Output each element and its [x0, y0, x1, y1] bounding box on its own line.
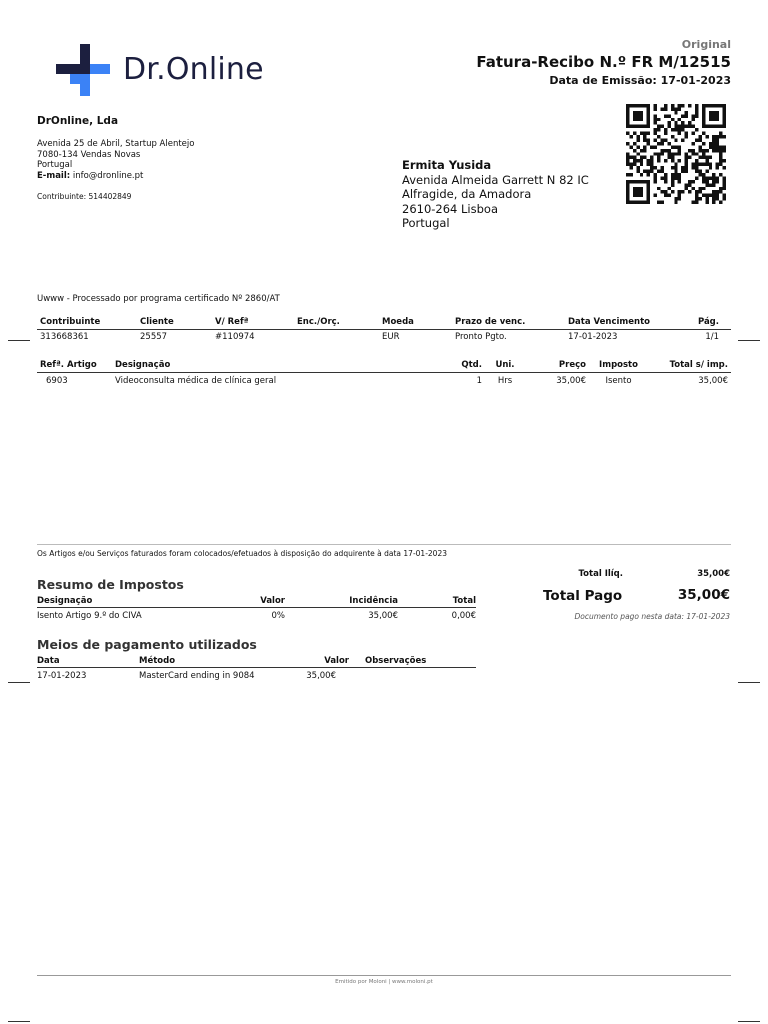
tax-header: Incidência: [285, 595, 398, 608]
footer-text: Emitido por Moloni | www.moloni.pt: [335, 979, 433, 985]
meta-cell: 313668361: [40, 332, 89, 342]
company-country: Portugal: [37, 160, 73, 170]
item-cell: Isento: [605, 376, 632, 386]
meta-header: V/ Refª: [215, 314, 297, 330]
table-header-row: [37, 595, 476, 608]
payment-methods-table: [37, 655, 476, 684]
company-address-line: Avenida 25 de Abril, Startup Alentejo: [37, 139, 195, 149]
tax-cell: 35,00€: [368, 611, 398, 621]
customer-name: Ermita Yusida: [402, 158, 492, 172]
item-cell: 35,00€: [556, 376, 586, 386]
payment-methods-title: Meios de pagamento utilizados: [37, 637, 257, 652]
document-meta-table: [37, 314, 731, 344]
total-paid-value: 35,00€: [677, 587, 730, 603]
table-row: [37, 668, 476, 685]
tax-cell: Isento Artigo 9.º do CIVA: [37, 611, 142, 621]
payment-header: Data: [37, 655, 139, 668]
meta-header: Prazo de venc.: [455, 314, 568, 330]
table-header-row: [37, 357, 731, 373]
items-table: [37, 357, 731, 389]
tax-summary-title: Resumo de Impostos: [37, 577, 184, 592]
tax-header: Valor: [227, 595, 285, 608]
divider: [37, 544, 731, 545]
meta-header: Data Vencimento: [568, 314, 680, 330]
tax-header: Designação: [37, 595, 227, 608]
total-net-label: Total Ilíq.: [578, 569, 623, 579]
payment-cell: [349, 668, 476, 685]
payment-cell: 17-01-2023: [37, 671, 87, 681]
items-header: Total s/ imp.: [651, 357, 731, 373]
items-header: Imposto: [586, 357, 651, 373]
meta-cell: EUR: [382, 332, 400, 342]
tax-cell: 0%: [271, 611, 285, 621]
meta-cell: #110974: [215, 332, 255, 342]
brand-name: Dr.Online: [123, 52, 264, 87]
tax-summary-table: [37, 595, 476, 624]
disposition-note: Os Artigos e/ou Serviços faturados foram colocados/efetuados à disposição do adquirente à data 17-01-2023: [37, 549, 447, 558]
meta-header: Moeda: [382, 314, 455, 330]
meta-cell: [297, 330, 382, 345]
payment-cell: MasterCard ending in 9084: [139, 671, 255, 681]
meta-cell: 25557: [140, 332, 168, 342]
payment-cell: 35,00€: [306, 671, 336, 681]
customer-address-line: Alfragide, da Amadora: [402, 187, 532, 201]
table-header-row: [37, 655, 476, 668]
customer-address-line: Avenida Almeida Garrett N 82 IC: [402, 172, 589, 187]
company-address-line: 7080-134 Vendas Novas: [37, 149, 141, 160]
payment-header: Método: [139, 655, 289, 668]
item-cell: 6903: [46, 376, 68, 386]
company-email-label: E-mail:: [37, 170, 71, 181]
item-cell: 1: [476, 376, 482, 386]
table-row: [37, 330, 731, 345]
fold-mark: [8, 682, 30, 683]
total-net-value: 35,00€: [697, 569, 730, 579]
meta-header: Contribuinte: [37, 314, 140, 330]
company-nif: Contribuinte: 514402849: [37, 192, 132, 201]
table-header-row: [37, 314, 731, 330]
fold-mark: [738, 682, 760, 683]
items-header: Refª. Artigo: [37, 357, 115, 373]
items-header: Preço: [528, 357, 586, 373]
meta-header: Pág.: [680, 314, 731, 330]
fold-mark: [738, 340, 760, 341]
item-cell: 35,00€: [698, 376, 728, 386]
customer-block: [402, 158, 589, 231]
items-header: Uni.: [482, 357, 528, 373]
company-email: info@dronline.pt: [72, 170, 144, 181]
payment-header: Valor: [289, 655, 349, 668]
table-row: [37, 373, 731, 390]
meta-cell: Pronto Pgto.: [455, 332, 507, 342]
qr-code-icon: [624, 104, 728, 204]
certification-note: Uwww - Processado por programa certificado Nº 2860/AT: [37, 294, 280, 304]
tax-cell: 0,00€: [451, 611, 476, 621]
fold-mark: [8, 340, 30, 341]
items-header: Designação: [115, 357, 445, 373]
total-paid-label: Total Pago: [543, 588, 623, 604]
company-address: [37, 139, 194, 181]
company-email-row: [37, 171, 194, 182]
fold-mark: [8, 1021, 30, 1022]
paid-note: Documento pago nesta data: 17-01-2023: [574, 612, 730, 621]
item-cell: Videoconsulta médica de clínica geral: [115, 376, 277, 386]
company-name: DrOnline, Lda: [37, 115, 119, 127]
fold-mark: [738, 1021, 760, 1022]
table-row: [37, 608, 476, 625]
emission-date: Data de Emissão: 17-01-2023: [549, 74, 731, 87]
document-title: Fatura-Recibo N.º FR M/12515: [476, 53, 731, 71]
meta-cell: 1/1: [705, 332, 719, 342]
footer-divider: [37, 975, 731, 976]
meta-header: Enc./Orç.: [297, 314, 382, 330]
meta-header: Cliente: [140, 314, 215, 330]
item-cell: Hrs: [497, 376, 513, 386]
customer-address-line: 2610-264 Lisboa: [402, 201, 498, 216]
meta-cell: 17-01-2023: [568, 332, 618, 342]
copy-label: Original: [681, 38, 731, 51]
items-header: Qtd.: [445, 357, 482, 373]
payment-header: Observações: [349, 655, 476, 668]
tax-header: Total: [398, 595, 476, 608]
customer-country: Portugal: [402, 216, 450, 230]
